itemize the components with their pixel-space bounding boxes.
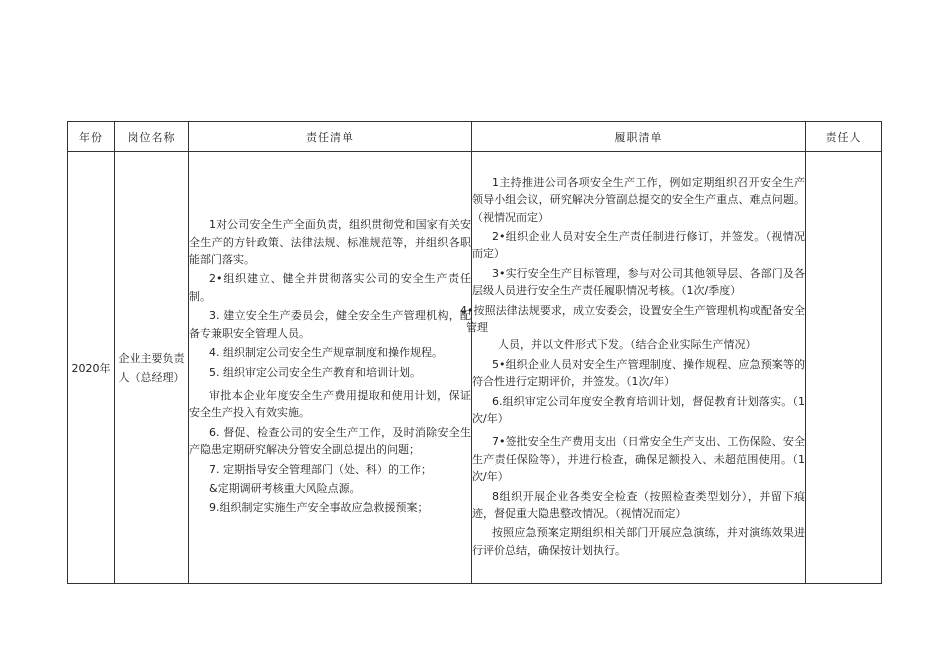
- header-post: 岗位名称: [115, 122, 189, 152]
- performance-item: 3•实行安全生产目标管理，参与对公司其他领导层、各部门及各层级人员进行安全生产责任履职情况考核。（1次/季度）: [472, 266, 805, 298]
- performance-item: 按照应急预案定期组织相关部门开展应急演练，并对演练效果进行评价总结，确保按计划执行。: [472, 526, 805, 557]
- cell-performance: [460, 152, 806, 584]
- header-year: 年份: [68, 122, 115, 152]
- header-responsibilities: 责任清单: [189, 122, 472, 152]
- performance-item: 1主持推进公司各项安全生产工作，例如定期组织召开安全生产领导小组会议，研究解决分管副总提交的安全生产重点、难点问题。（视情况而定）: [472, 175, 805, 224]
- performance-item: 2•组织企业人员对安全生产责任制进行修订，并签发。（视情况而定）: [472, 229, 805, 261]
- table-header-row: [68, 122, 882, 152]
- responsibility-item: 6. 督促、检查公司的安全生产工作，及时消除安全生产隐患定期研究解决分管安全副总提出的问题；: [189, 425, 471, 457]
- responsibility-item: 审批本企业年度安全生产费用提取和使用计划，保证安全生产投入有效实施。: [189, 388, 471, 420]
- header-person: 责任人: [806, 122, 882, 152]
- performance-item: 7•签批安全生产费用支出（日常安全生产支出、工伤保险、安全生产责任保险等），并进行检查，确保足额投入、未超范围使用。（1次/年）: [472, 435, 805, 484]
- cell-post: 企业主要负责人（总经理）: [115, 152, 189, 584]
- responsibility-item: 7. 定期指导安全管理部门（处、科）的工作；: [209, 462, 432, 476]
- performance-item: 4•按照法律法规要求，成立安委会，设置安全生产管理机构或配备安全管理: [460, 303, 805, 334]
- responsibility-item: &定期调研考核重大风险点源。: [209, 481, 361, 495]
- table-row: [68, 152, 882, 584]
- cell-year: 2020年: [68, 152, 115, 584]
- responsibility-item: 1对公司安全生产全面负责，组织贯彻党和国家有关安全生产的方针政策、法律法规、标准规范等，并组织各职能部门落实。: [189, 218, 471, 267]
- performance-item: 6.组织审定公司年度安全教育培训计划，督促教育计划落实。（1次/年）: [472, 394, 805, 426]
- responsibility-item: 5. 组织审定公司安全生产教育和培训计划。: [209, 365, 421, 379]
- performance-item: 人员，并以文件形式下发。（结合企业实际生产情况）: [498, 338, 757, 352]
- performance-item: 5•组织企业人员对安全生产管理制度、操作规程、应急预案等的符合性进行定期评价，并签发。（1次/年）: [472, 357, 805, 389]
- cell-responsibilities: [189, 152, 472, 584]
- responsibility-item: 4. 组织制定公司安全生产规章制度和操作规程。: [209, 346, 443, 360]
- responsibility-item: 9.组织制定实施生产安全事故应急救援预案；: [209, 501, 429, 515]
- header-performance: 履职清单: [472, 122, 806, 152]
- responsibility-item: 3. 建立安全生产委员会，健全安全生产管理机构，配备专兼职安全管理人员。: [189, 309, 471, 340]
- responsibility-table: [67, 121, 882, 584]
- performance-item: 8组织开展企业各类安全检查（按照检查类型划分），并留下痕迹，督促重大隐患整改情况。（视情况而定）: [472, 489, 805, 521]
- responsibility-item: 2•组织建立、健全并贯彻落实公司的安全生产责任制。: [189, 272, 471, 303]
- cell-person: [806, 152, 882, 584]
